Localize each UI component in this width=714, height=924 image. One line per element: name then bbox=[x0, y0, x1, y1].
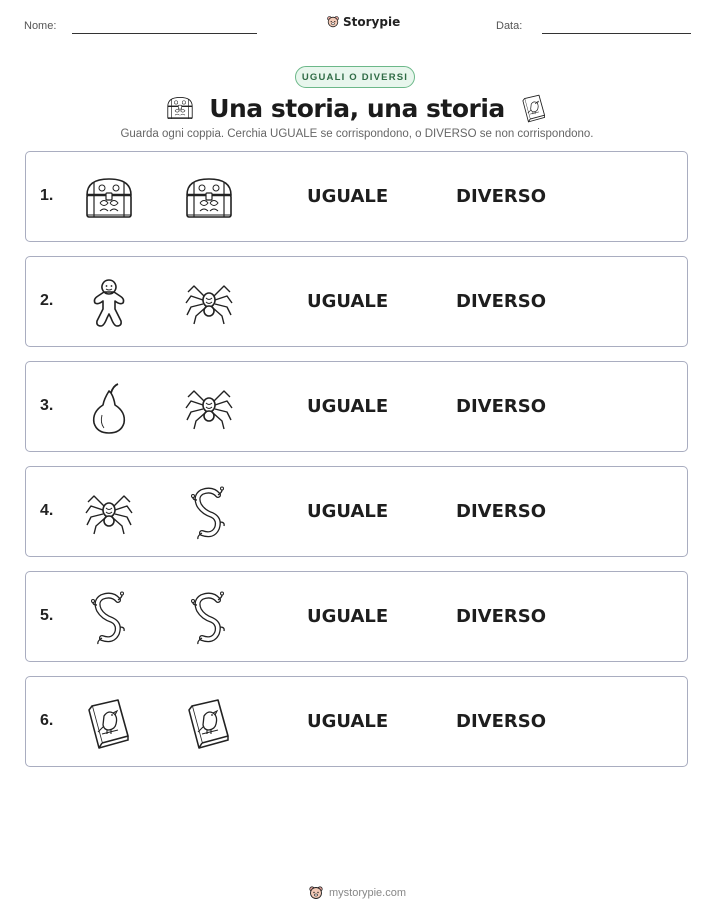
spider-icon bbox=[82, 486, 136, 540]
bear-mascot-icon bbox=[326, 14, 340, 30]
exercise-row bbox=[25, 256, 688, 347]
footer-url[interactable]: mystorypie.com bbox=[328, 887, 407, 899]
page-title: Una storia, una storia bbox=[209, 93, 505, 123]
row-number: 4. bbox=[40, 502, 54, 519]
different-option[interactable]: DIVERSO bbox=[456, 606, 546, 627]
treasure-chest-icon bbox=[182, 171, 236, 225]
exercise-row bbox=[25, 676, 688, 767]
exercise-row bbox=[25, 571, 688, 662]
different-option[interactable]: DIVERSO bbox=[456, 501, 546, 522]
different-option[interactable]: DIVERSO bbox=[456, 711, 546, 732]
row-number: 1. bbox=[40, 187, 54, 204]
footer bbox=[0, 885, 714, 901]
instructions: Guarda ogni coppia. Cerchia UGUALE se corrispondono, o DIVERSO se non corrispondono. bbox=[120, 128, 594, 140]
exercise-row bbox=[25, 361, 688, 452]
title-row bbox=[0, 92, 714, 124]
worksheet-type-badge: UGUALI O DIVERSI bbox=[295, 66, 415, 88]
date-label: Data: bbox=[496, 20, 523, 32]
row-number: 3. bbox=[40, 397, 54, 414]
same-option[interactable]: UGUALE bbox=[307, 396, 389, 417]
same-option[interactable]: UGUALE bbox=[307, 501, 389, 522]
different-option[interactable]: DIVERSO bbox=[456, 291, 546, 312]
gingerbread-man-icon bbox=[82, 276, 136, 330]
bear-mascot-icon bbox=[308, 885, 324, 901]
bird-book-icon bbox=[82, 696, 136, 750]
treasure-chest-icon bbox=[165, 93, 195, 123]
same-option[interactable]: UGUALE bbox=[307, 291, 389, 312]
gourd-icon bbox=[82, 381, 136, 435]
date-field[interactable] bbox=[542, 33, 691, 34]
spider-icon bbox=[182, 276, 236, 330]
different-option[interactable]: DIVERSO bbox=[456, 396, 546, 417]
same-option[interactable]: UGUALE bbox=[307, 606, 389, 627]
exercise-row bbox=[25, 466, 688, 557]
vine-letter-s-icon bbox=[182, 591, 236, 645]
spider-icon bbox=[182, 381, 236, 435]
worksheet-header bbox=[0, 0, 714, 50]
brand-logo bbox=[326, 14, 400, 30]
same-option[interactable]: UGUALE bbox=[307, 711, 389, 732]
vine-letter-s-icon bbox=[82, 591, 136, 645]
vine-letter-s-icon bbox=[182, 486, 236, 540]
treasure-chest-icon bbox=[82, 171, 136, 225]
bird-book-icon bbox=[519, 93, 549, 123]
name-label: Nome: bbox=[24, 20, 57, 32]
same-option[interactable]: UGUALE bbox=[307, 186, 389, 207]
row-number: 5. bbox=[40, 607, 54, 624]
row-number: 6. bbox=[40, 712, 54, 729]
row-number: 2. bbox=[40, 292, 54, 309]
name-field[interactable] bbox=[72, 33, 257, 34]
bird-book-icon bbox=[182, 696, 236, 750]
brand-name: Storypie bbox=[343, 15, 401, 29]
exercise-row bbox=[25, 151, 688, 242]
different-option[interactable]: DIVERSO bbox=[456, 186, 546, 207]
